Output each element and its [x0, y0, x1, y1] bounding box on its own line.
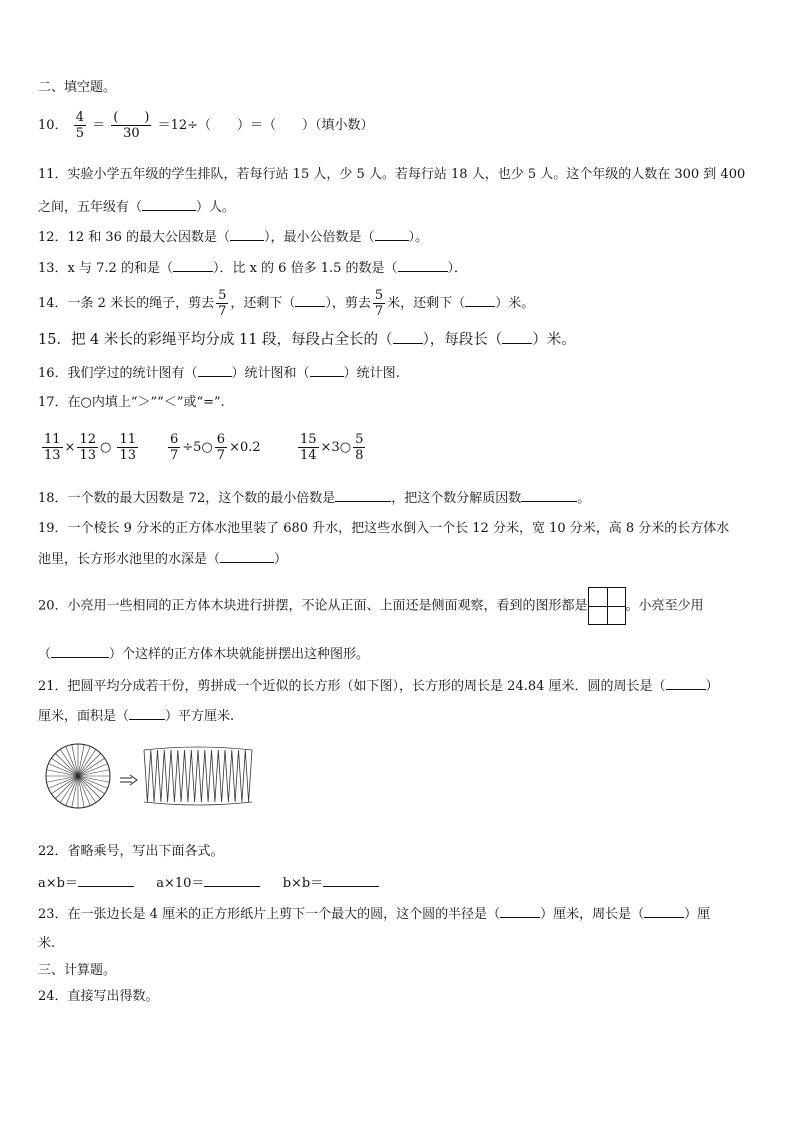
answer-blank[interactable] [644, 905, 684, 918]
fraction-with-blank: $\frac{( )}{30}$ [113, 110, 150, 141]
question-16: 16．我们学过的统计图有（ ）统计图和（ ）统计图. [38, 366, 400, 381]
answer-blank[interactable] [375, 228, 409, 241]
circle-radius-line [55, 776, 78, 799]
answer-blank[interactable] [198, 364, 232, 377]
question-21-line1: 21．把圆平均分成若干份，剪拼成一个近似的长方形（如下图），长方形的周长是 24.84 厘米．圆的周长是（ ） [38, 679, 719, 694]
answer-blank[interactable] [521, 489, 577, 502]
question-number: 10． [38, 118, 68, 133]
question-20-line1: 20．小亮用一些相同的正方体木块进行拼摆，不论从正面、上面还是侧面观察，看到的图形都是 。小亮至少用 [38, 587, 704, 626]
question-15: 15．把 4 米长的彩绳平均分成 11 段，每段占全长的（ ），每段长（ ）米。 [38, 332, 576, 348]
question-12: 12．12 和 36 的最大公因数是（ ），最小公倍数是（ ）。 [38, 230, 429, 245]
fraction: $\frac{5}{7}$ [374, 288, 384, 319]
question-23-line1: 23．在一张边长是 4 厘米的正方形纸片上剪下一个最大的圆，这个圆的半径是（ ）厘米，周长是（ ）厘 [38, 907, 711, 922]
answer-blank[interactable] [398, 259, 448, 272]
question-text: ＝12÷（ ）＝（ ）（填小数） [157, 118, 374, 133]
question-19-line2: 池里，长方形水池里的水深是（ ） [38, 552, 288, 567]
answer-blank[interactable] [666, 677, 706, 690]
question-17-title: 17．在○内填上“＞”“＜”或“=”. [38, 395, 225, 410]
question-10 [38, 110, 374, 141]
rectangle-zigzag [144, 750, 252, 802]
question-19-line1: 19．一个棱长 9 分米的正方体水池里装了 680 升水，把这些水倒入一个长 12 分米，宽 10 分米，高 8 分米的长方体水 [38, 521, 730, 536]
answer-blank[interactable] [310, 364, 344, 377]
fraction: $\frac{5}{7}$ [218, 288, 227, 319]
question-13: 13．x 与 7.2 的和是（ ）．比 x 的 6 倍多 1.5 的数是（ ）． [38, 261, 468, 276]
section-heading-calculation: 三、计算题。 [38, 963, 117, 978]
comparison-expression-3: $\frac{15}{14}$ ×3○ $\frac{5}{8}$ [300, 432, 364, 463]
question-24: 24．直接写出得数。 [38, 989, 159, 1004]
answer-blank[interactable] [204, 874, 260, 887]
answer-blank[interactable] [500, 905, 540, 918]
comparison-expression-1: $\frac{11}{13}$ × $\frac{12}{13}$ ○ $\frac{11}{13}$ [44, 432, 137, 463]
circle-radius-line [55, 753, 78, 776]
question-14: 14．一条 2 米长的绳子，剪去 $\frac{5}{7}$ ，还剩下（ ），剪去 $\frac{5}{7}$ 米，还剩下（ ）米。 [38, 288, 535, 319]
answer-blank[interactable] [335, 489, 391, 502]
answer-blank[interactable] [323, 874, 379, 887]
approximate-rectangle [144, 747, 252, 805]
section-heading-fill-in: 二、填空题。 [38, 80, 117, 95]
question-11-line2: 之间，五年级有（ ）人。 [38, 200, 236, 215]
question-21-line2: 厘米，面积是（ ）平方厘米. [38, 709, 235, 724]
circle-radius-line [78, 753, 101, 776]
circle-radius-line [78, 776, 101, 799]
equals-sign: ＝ [92, 118, 106, 133]
question-20-line2: （ ）个这样的正方体木块就能拼摆出这种图形。 [38, 647, 370, 662]
compare-circle[interactable]: ○ [100, 440, 112, 455]
fraction: $\frac{4}{5}$ [75, 110, 84, 141]
answer-blank[interactable] [129, 707, 165, 720]
answer-blank[interactable] [51, 645, 109, 658]
answer-blank[interactable] [173, 259, 213, 272]
question-11-line1: 11．实验小学五年级的学生排队，若每行站 15 人，少 5 人。若每行站 18 人，也少 5 人。这个年级的人数在 300 到 400 [38, 167, 746, 182]
question-22-title: 22．省略乘号，写出下面各式。 [38, 844, 224, 859]
answer-blank[interactable] [295, 294, 325, 307]
square-grid-figure [588, 587, 626, 625]
arrow-icon [120, 775, 137, 785]
question-18: 18．一个数的最大因数是 72，这个数的最小倍数是 ，把这个数分解质因数 。 [38, 491, 591, 506]
circle-to-rectangle-figure [44, 742, 256, 810]
question-22-answers: a×b＝ a×10＝ b×b＝ [38, 874, 379, 893]
answer-blank[interactable] [230, 228, 264, 241]
answer-blank[interactable] [393, 331, 423, 344]
answer-blank[interactable] [142, 198, 196, 211]
comparison-expression-2: $\frac{6}{7}$ ÷5○ $\frac{6}{7}$ ×0.2 [170, 432, 261, 463]
answer-blank[interactable] [465, 294, 495, 307]
answer-blank[interactable] [502, 331, 532, 344]
segmented-circle [46, 744, 110, 808]
answer-blank[interactable] [220, 550, 274, 563]
answer-blank[interactable] [78, 874, 134, 887]
question-23-line2: 米. [38, 936, 56, 951]
